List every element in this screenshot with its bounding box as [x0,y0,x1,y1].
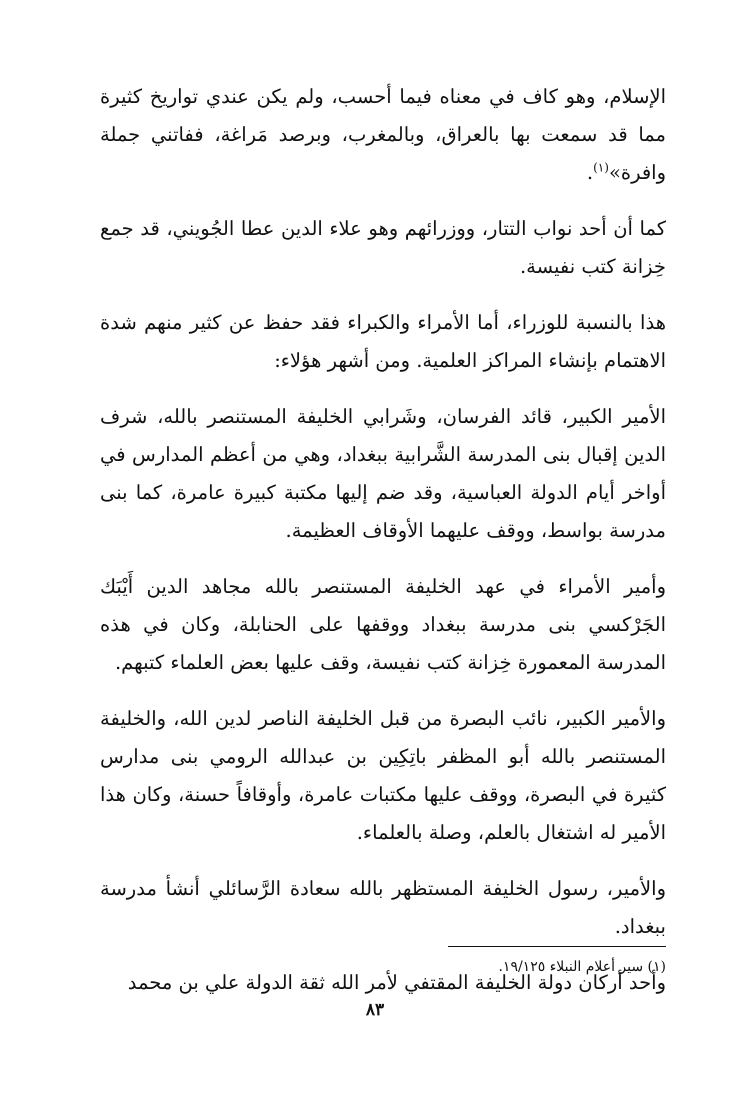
footnote-divider [448,946,666,947]
paragraph-5: وأمير الأمراء في عهد الخليفة المستنصر بالله مجاهد الدين أَيْبَك الجَرْكسي بنى مدرسة ببغداد ووقفها على الحنابلة، وكان في هذه المدرسة المعمورة خِزانة كتب نفيسة، وقف عليها بعض العلماء كتبهم. [100,575,666,674]
paragraph-7: والأمير، رسول الخليفة المستظهر بالله سعادة الرَّسائلي أنشأ مدرسة ببغداد. [100,877,666,938]
paragraph-8: وأحد أركان دولة الخليفة المقتفي لأمر الله ثقة الدولة علي بن محمد [127,971,666,994]
paragraph-1-text: الإسلام، وهو كاف في معناه فيما أحسب، ولم يكن عندي تواريخ كثيرة مما قد سمعت بها بالعراق، وبالمغرب، وبرصد مَراغة، ففاتني جملة وافرة» [100,85,666,184]
paragraph-1-tail: . [586,161,594,184]
paragraph-3: هذا بالنسبة للوزراء، أما الأمراء والكبراء فقد حفظ عن كثير منهم شدة الاهتمام بإنشاء المراكز العلمية. ومن أشهر هؤلاء: [100,311,666,372]
footnote: (١) سير أعلام النبلاء ١٩/١٢٥. [498,959,666,975]
page-body [100,78,666,1020]
paragraph-4: الأمير الكبير، قائد الفرسان، وشَرابي الخليفة المستنصر بالله، شرف الدين إقبال بنى المدرسة الشَّرابية ببغداد، وهي من أعظم المدارس في أواخر أيام الدولة العباسية، وقد ضم إليها مكتبة كبيرة عامرة، كما بنى مدرسة بواسط، ووقف عليهما الأوقاف العظيمة. [100,405,666,542]
paragraph-6: والأمير الكبير، نائب البصرة من قبل الخليفة الناصر لدين الله، والخليفة المستنصر بالله أبو المظفر باتِكِين بن عبدالله الرومي بنى مدارس كثيرة في البصرة، ووقف عليها مكتبات عامرة، وأوقافاً حسنة، وكان هذا الأمير له اشتغال بالعلم، وصلة بالعلماء. [100,707,666,844]
footnote-reference: (١) [593,160,609,175]
paragraph-1 [100,78,666,192]
page-number: ٨٣ [365,1000,385,1020]
paragraph-2: كما أن أحد نواب التتار، ووزرائهم وهو علاء الدين عطا الجُويني، قد جمع خِزانة كتب نفيسة. [100,217,666,278]
